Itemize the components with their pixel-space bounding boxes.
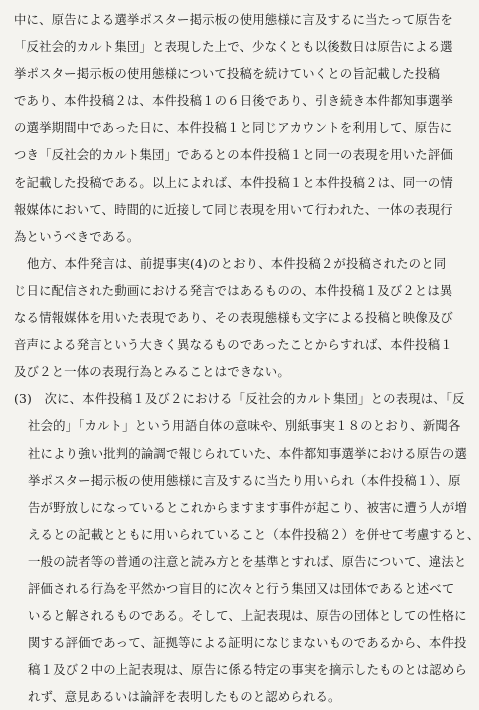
paragraph-start-line: 他方、本件発言は、前提事実(4)のとおり、本件投稿２が投稿されたのと同: [27, 255, 447, 271]
text-line: 及び２と一体の表現行為とみることはできない。: [14, 364, 290, 380]
text-line: れず、意見あるいは論評を表明したものと認められる。: [28, 689, 341, 705]
text-line: いると解されるものである。そして、上記表現は、原告の団体としての性格に: [28, 608, 467, 624]
text-line: 社会的」「カルト」という用語自体の意味や、別紙事実１８のとおり、新聞各: [28, 418, 461, 434]
text-line: 中に、原告による選挙ポスター掲示板の使用態様に言及するに当たって原告を: [14, 12, 453, 27]
text-line: つき「反社会的カルト集団」であるとの本件投稿１と同一の表現を用いた評価: [14, 147, 453, 163]
text-line: の選挙期間中であった日に、本件投稿１と同じアカウントを利用して、原告に: [14, 120, 453, 136]
text-line: 報媒体において、時間的に近接して同じ表現を用いて行われた、一体の表現行: [14, 201, 453, 217]
text-line: 社により強い批判的論調で報じられていた、本件都知事選挙における原告の選: [28, 445, 467, 461]
text-line: 関する評価であって、証拠等による証明になじまないものであるから、本件投: [28, 635, 467, 651]
text-line: 挙ポスター掲示板の使用態様に言及するに当たり用いられ（本件投稿１）、原: [28, 472, 461, 488]
text-line: 評価される行為を平然かつ盲目的に次々と行う集団又は団体であると述べて: [28, 580, 455, 596]
text-line: 告が野放しになっているとこれからますます事件が起こり、被害に遭う人が増: [28, 499, 467, 515]
text-line: 為というべきである。: [14, 228, 140, 244]
section-3-heading-line: (3) 次に、本件投稿１及び２における「反社会的カルト集団」との表現は、「反: [14, 391, 465, 407]
text-line: なる情報媒体を用いた表現であり、その表現態様も文字による投稿と映像及び: [14, 310, 453, 326]
text-line: 挙ポスター掲示板の使用態様について投稿を続けていくとの旨記載した投稿: [14, 66, 441, 82]
text-line: えるとの記載とともに用いられていること（本件投稿２）を併せて考慮すると、: [28, 526, 479, 542]
text-line: であり、本件投稿２は、本件投稿１の６日後であり、引き続き本件都知事選挙: [14, 93, 453, 109]
text-line: じ日に配信された動画における発言ではあるものの、本件投稿１及び２とは異: [14, 282, 453, 298]
text-line: を記載した投稿である。以上によれば、本件投稿１と本件投稿２は、同一の情: [14, 174, 453, 190]
text-line: 稿１及び２中の上記表現は、原告に係る特定の事実を摘示したものとは認めら: [28, 662, 467, 678]
text-line: 音声による発言という大きく異なるものであったことからすれば、本件投稿１: [14, 337, 453, 353]
text-line: 一般の読者等の普通の注意と読み方とを基準とすれば、原告について、違法と: [28, 553, 467, 569]
text-line: 「反社会的カルト集団」と表現した上で、少なくとも以後数日は原告による選: [14, 39, 453, 55]
